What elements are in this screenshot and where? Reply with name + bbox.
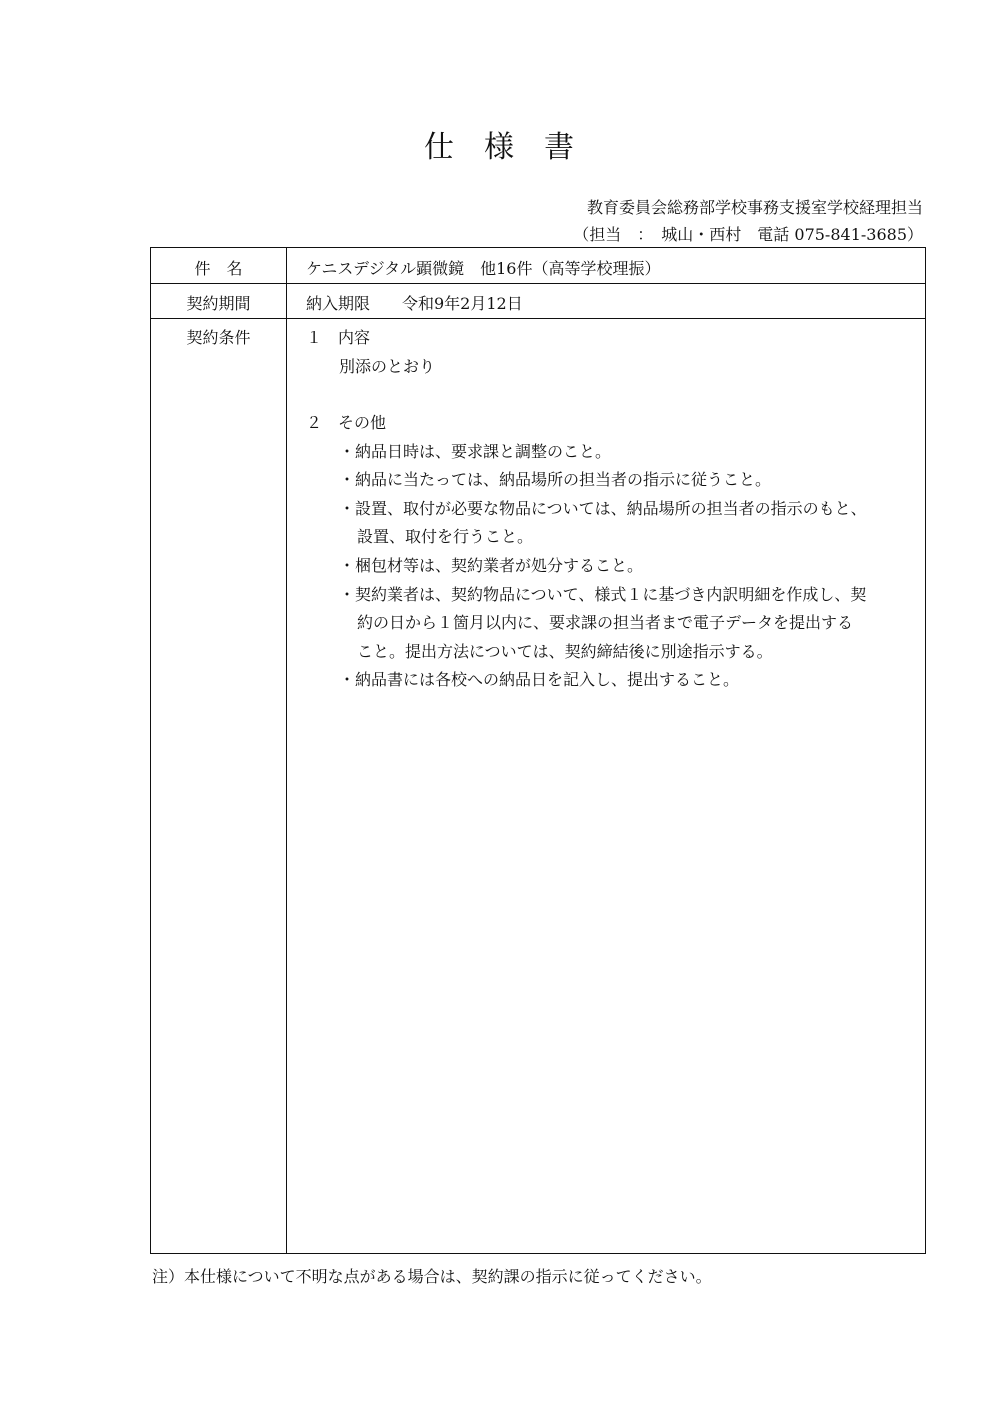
section1-heading: １ 内容 xyxy=(306,328,371,347)
bullet-5-cont-1: 約の日から１箇月以内に、要求課の担当者まで電子データを提出する xyxy=(357,613,854,632)
contract-period-label: 契約期間 xyxy=(186,294,251,313)
title-char-2: 様 xyxy=(484,130,516,165)
row-divider-1 xyxy=(151,283,925,284)
column-divider xyxy=(286,248,287,1253)
row-divider-2 xyxy=(151,318,925,319)
page-title xyxy=(0,122,1000,166)
bullet-6: ・納品書には各校への納品日を記入し、提出すること。 xyxy=(339,670,740,689)
spec-table xyxy=(150,247,926,1254)
bullet-4: ・梱包材等は、契約業者が処分すること。 xyxy=(339,556,644,575)
contract-period-value: 納入期限 令和9年2月12日 xyxy=(306,294,523,313)
bullet-5: ・契約業者は、契約物品について、様式１に基づき内訳明細を作成し、契 xyxy=(339,585,867,604)
section1-body: 別添のとおり xyxy=(339,357,436,376)
footnote: 注）本仕様について不明な点がある場合は、契約課の指示に従ってください。 xyxy=(152,1267,712,1286)
bullet-3: ・設置、取付が必要な物品については、納品場所の担当者の指示のもと、 xyxy=(339,499,867,518)
bullet-1: ・納品日時は、要求課と調整のこと。 xyxy=(339,442,612,461)
organization-name: 教育委員会総務部学校事務支援室学校経理担当 xyxy=(586,198,923,217)
contract-conditions-label: 契約条件 xyxy=(186,328,251,347)
bullet-5-cont-2: こと。提出方法については、契約締結後に別途指示する。 xyxy=(357,642,773,661)
item-name-label: 件 名 xyxy=(194,259,243,278)
bullet-2: ・納品に当たっては、納品場所の担当者の指示に従うこと。 xyxy=(339,470,772,489)
title-char-3: 書 xyxy=(544,130,576,165)
title-char-1: 仕 xyxy=(424,130,456,165)
bullet-3-cont: 設置、取付を行うこと。 xyxy=(357,527,534,546)
section2-heading: ２ その他 xyxy=(306,413,387,432)
item-name-value: ケニスデジタル顕微鏡 他16件（高等学校理振） xyxy=(306,259,661,278)
contact-info: （担当 ： 城山・西村 電話 075-841-3685） xyxy=(573,225,923,244)
